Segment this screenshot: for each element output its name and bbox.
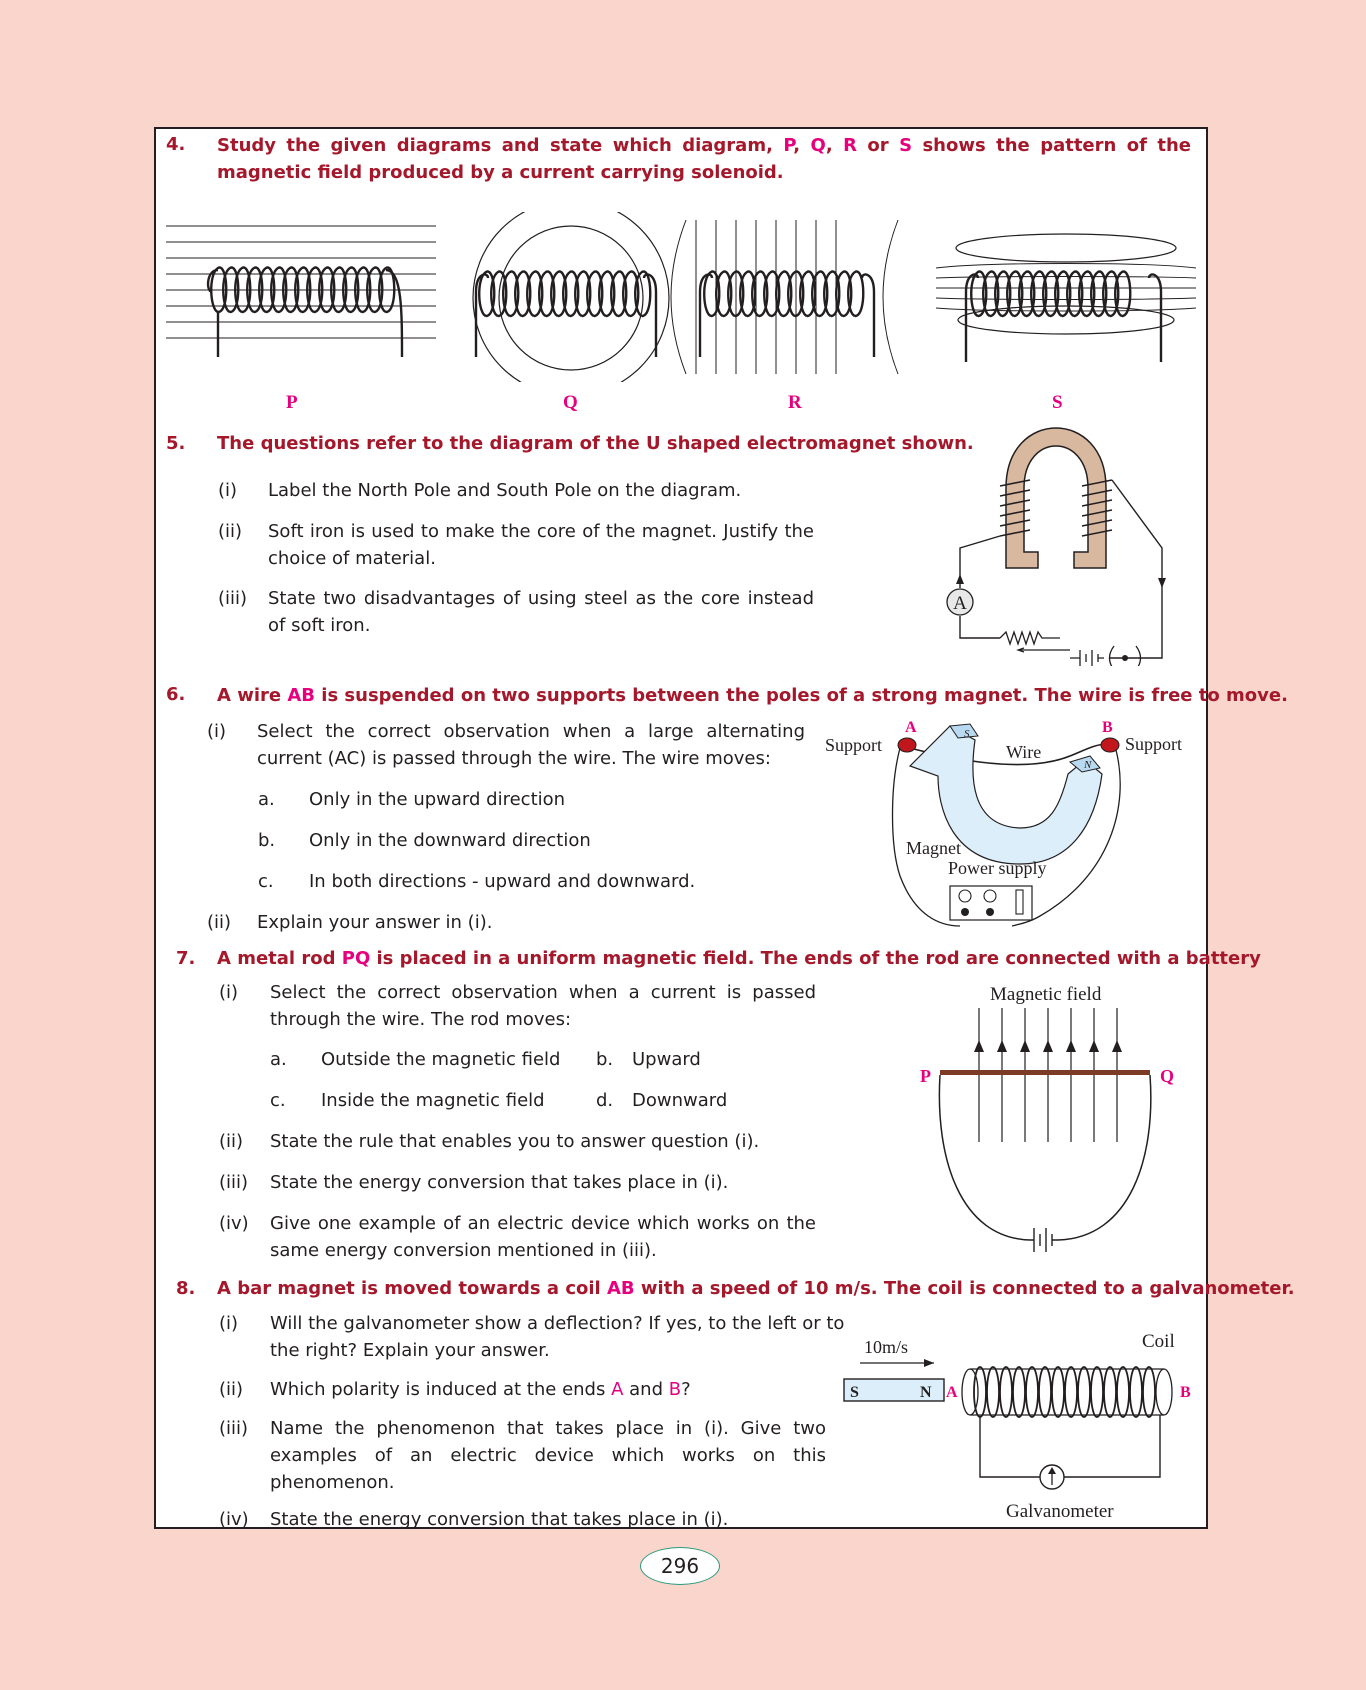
q4-or: or	[856, 135, 900, 156]
wire-magnet-diagram	[820, 716, 1200, 934]
q7-opt-a-text: Outside the magnetic field	[321, 1049, 561, 1070]
wire-label: Wire	[1006, 742, 1042, 762]
q4-p: P	[783, 135, 794, 156]
support-right-label: Support	[1125, 734, 1183, 754]
q8-ii-B: B	[668, 1379, 682, 1400]
q8-text-b: with a speed of 10 m/s. The coil is connected to a galvanometer.	[634, 1278, 1295, 1299]
q7-i-text: Select the correct observation when a current is passed through the wire. The rod moves:	[270, 982, 816, 1030]
q5-ii-roman: (ii)	[218, 521, 243, 542]
q8-i-roman: (i)	[219, 1313, 239, 1334]
coil-end-b-label: B	[1180, 1384, 1191, 1401]
q8-i-text: Will the galvanometer show a deflection? If yes, to the left or to the right? Explain your answer.	[270, 1313, 845, 1361]
q4-text-b: shows the pattern of the magnetic field produced by a current carrying solenoid.	[217, 135, 1192, 183]
magnet-label: Magnet	[906, 838, 961, 858]
q7-iii-text: State the energy conversion that takes place in (i).	[270, 1172, 729, 1193]
q8-text	[217, 1275, 1295, 1302]
diagram-r	[671, 220, 898, 374]
q5-iii-text: State two disadvantages of using steel as the core instead of soft iron.	[268, 588, 814, 636]
q8-iv-text: State the energy conversion that takes place in (i).	[270, 1509, 729, 1530]
q8-iv-roman: (iv)	[219, 1509, 249, 1530]
q8-ii-text	[270, 1376, 691, 1403]
q6-text	[217, 682, 1288, 709]
q7-text	[217, 945, 1261, 972]
u-electromagnet-diagram	[930, 418, 1170, 666]
coil-galvanometer-diagram	[840, 1325, 1200, 1525]
q7-text-a: A metal rod	[217, 948, 342, 969]
q5-number: 5.	[166, 433, 186, 454]
coil-end-a-label: A	[946, 1384, 958, 1401]
q7-opt-c-text: Inside the magnetic field	[321, 1090, 545, 1111]
q8-ii-A: A	[611, 1379, 624, 1400]
diagram-label-r: R	[788, 392, 802, 413]
q7-number: 7.	[176, 948, 196, 969]
q8-number: 8.	[176, 1278, 196, 1299]
magnet-n-label: N	[1084, 759, 1092, 771]
q7-iii-roman: (iii)	[219, 1172, 249, 1193]
q4-text	[217, 132, 1191, 186]
q4-sep: ,	[793, 135, 811, 156]
bar-magnet-s-label: S	[850, 1384, 859, 1401]
q7-opt-a-letter: a.	[270, 1049, 287, 1070]
metal-rod-diagram	[910, 978, 1180, 1268]
rod-end-p-label: P	[920, 1066, 931, 1086]
q7-opt-c-letter: c.	[270, 1090, 286, 1111]
ammeter-label: A	[953, 593, 967, 614]
q6-opt-c-letter: c.	[258, 871, 274, 892]
q5-i-text: Label the North Pole and South Pole on the diagram.	[268, 480, 742, 501]
q8-text-a: A bar magnet is moved towards a coil	[217, 1278, 607, 1299]
q8-ab: AB	[606, 1278, 635, 1299]
q6-opt-b-letter: b.	[258, 830, 276, 851]
q8-iii-roman: (iii)	[219, 1418, 249, 1439]
q7-opt-d-text: Downward	[632, 1090, 728, 1111]
diagram-q	[473, 212, 669, 382]
q6-i-text: Select the correct observation when a large alternating current (AC) is passed through the wire. The wire moves:	[257, 721, 805, 769]
q7-iv-text: Give one example of an electric device which works on the same energy conversion mentioned in (iii).	[270, 1213, 816, 1261]
power-supply-label: Power supply	[948, 858, 1047, 878]
q5-text: The questions refer to the diagram of the U shaped electromagnet shown.	[217, 433, 974, 454]
q8-ii-a: Which polarity is induced at the ends	[270, 1379, 612, 1400]
q4-r: R	[843, 135, 857, 156]
speed-label: 10m/s	[864, 1337, 909, 1357]
bar-magnet-n-label: N	[920, 1384, 932, 1401]
q6-opt-c-text: In both directions - upward and downward.	[309, 871, 696, 892]
q8-ii-roman: (ii)	[219, 1379, 244, 1400]
diagram-p	[166, 226, 436, 357]
q4-number: 4.	[166, 134, 186, 155]
q8-ii-and: and	[623, 1379, 669, 1400]
q8-ii-q: ?	[681, 1379, 691, 1400]
q7-iv-roman: (iv)	[219, 1213, 249, 1234]
coil-label: Coil	[1142, 1331, 1175, 1352]
q6-opt-a-letter: a.	[258, 789, 275, 810]
wire-end-b-label: B	[1102, 719, 1113, 736]
q7-pq: PQ	[341, 948, 371, 969]
q4-sep: ,	[825, 135, 844, 156]
q4-q: Q	[810, 135, 826, 156]
q5-iii-roman: (iii)	[218, 588, 248, 609]
q7-opt-b-text: Upward	[632, 1049, 701, 1070]
q6-opt-b-text: Only in the downward direction	[309, 830, 591, 851]
q5-ii-text: Soft iron is used to make the core of the magnet. Justify the choice of material.	[268, 521, 814, 569]
solenoid-diagrams	[166, 212, 1206, 382]
diagram-label-q: Q	[563, 392, 578, 413]
q6-opt-a-text: Only in the upward direction	[309, 789, 566, 810]
diagram-label-s: S	[1052, 392, 1063, 413]
q7-opt-d-letter: d.	[596, 1090, 614, 1111]
q4-text-a: Study the given diagrams and state which diagram,	[217, 135, 784, 156]
q6-text-b: is suspended on two supports between the poles of a strong magnet. The wire is free to move.	[315, 685, 1288, 706]
diagram-s	[936, 234, 1196, 362]
q6-text-a: A wire	[217, 685, 288, 706]
q7-i-roman: (i)	[219, 982, 239, 1003]
rod-end-q-label: Q	[1160, 1066, 1175, 1086]
q6-ab: AB	[287, 685, 316, 706]
support-left-label: Support	[825, 735, 883, 755]
q5-i-roman: (i)	[218, 480, 238, 501]
q6-number: 6.	[166, 684, 186, 705]
magnetic-field-label: Magnetic field	[990, 984, 1102, 1005]
q7-opt-b-letter: b.	[596, 1049, 614, 1070]
q6-i-roman: (i)	[207, 721, 227, 742]
diagram-label-p: P	[286, 392, 298, 413]
page-number: 296	[640, 1547, 720, 1585]
q7-ii-roman: (ii)	[219, 1131, 244, 1152]
q7-text-b: is placed in a uniform magnetic field. The ends of the rod are connected with a battery	[370, 948, 1261, 969]
q6-ii-text: Explain your answer in (i).	[257, 912, 493, 933]
q7-ii-text: State the rule that enables you to answer question (i).	[270, 1131, 760, 1152]
q4-s: S	[899, 135, 913, 156]
galvanometer-label: Galvanometer	[1006, 1501, 1114, 1522]
wire-end-a-label: A	[905, 719, 917, 736]
magnet-s-label: S	[964, 728, 970, 740]
q6-ii-roman: (ii)	[207, 912, 232, 933]
q8-iii-text: Name the phenomenon that takes place in (i). Give two examples of an electric device which works on this phenomenon.	[270, 1418, 826, 1493]
